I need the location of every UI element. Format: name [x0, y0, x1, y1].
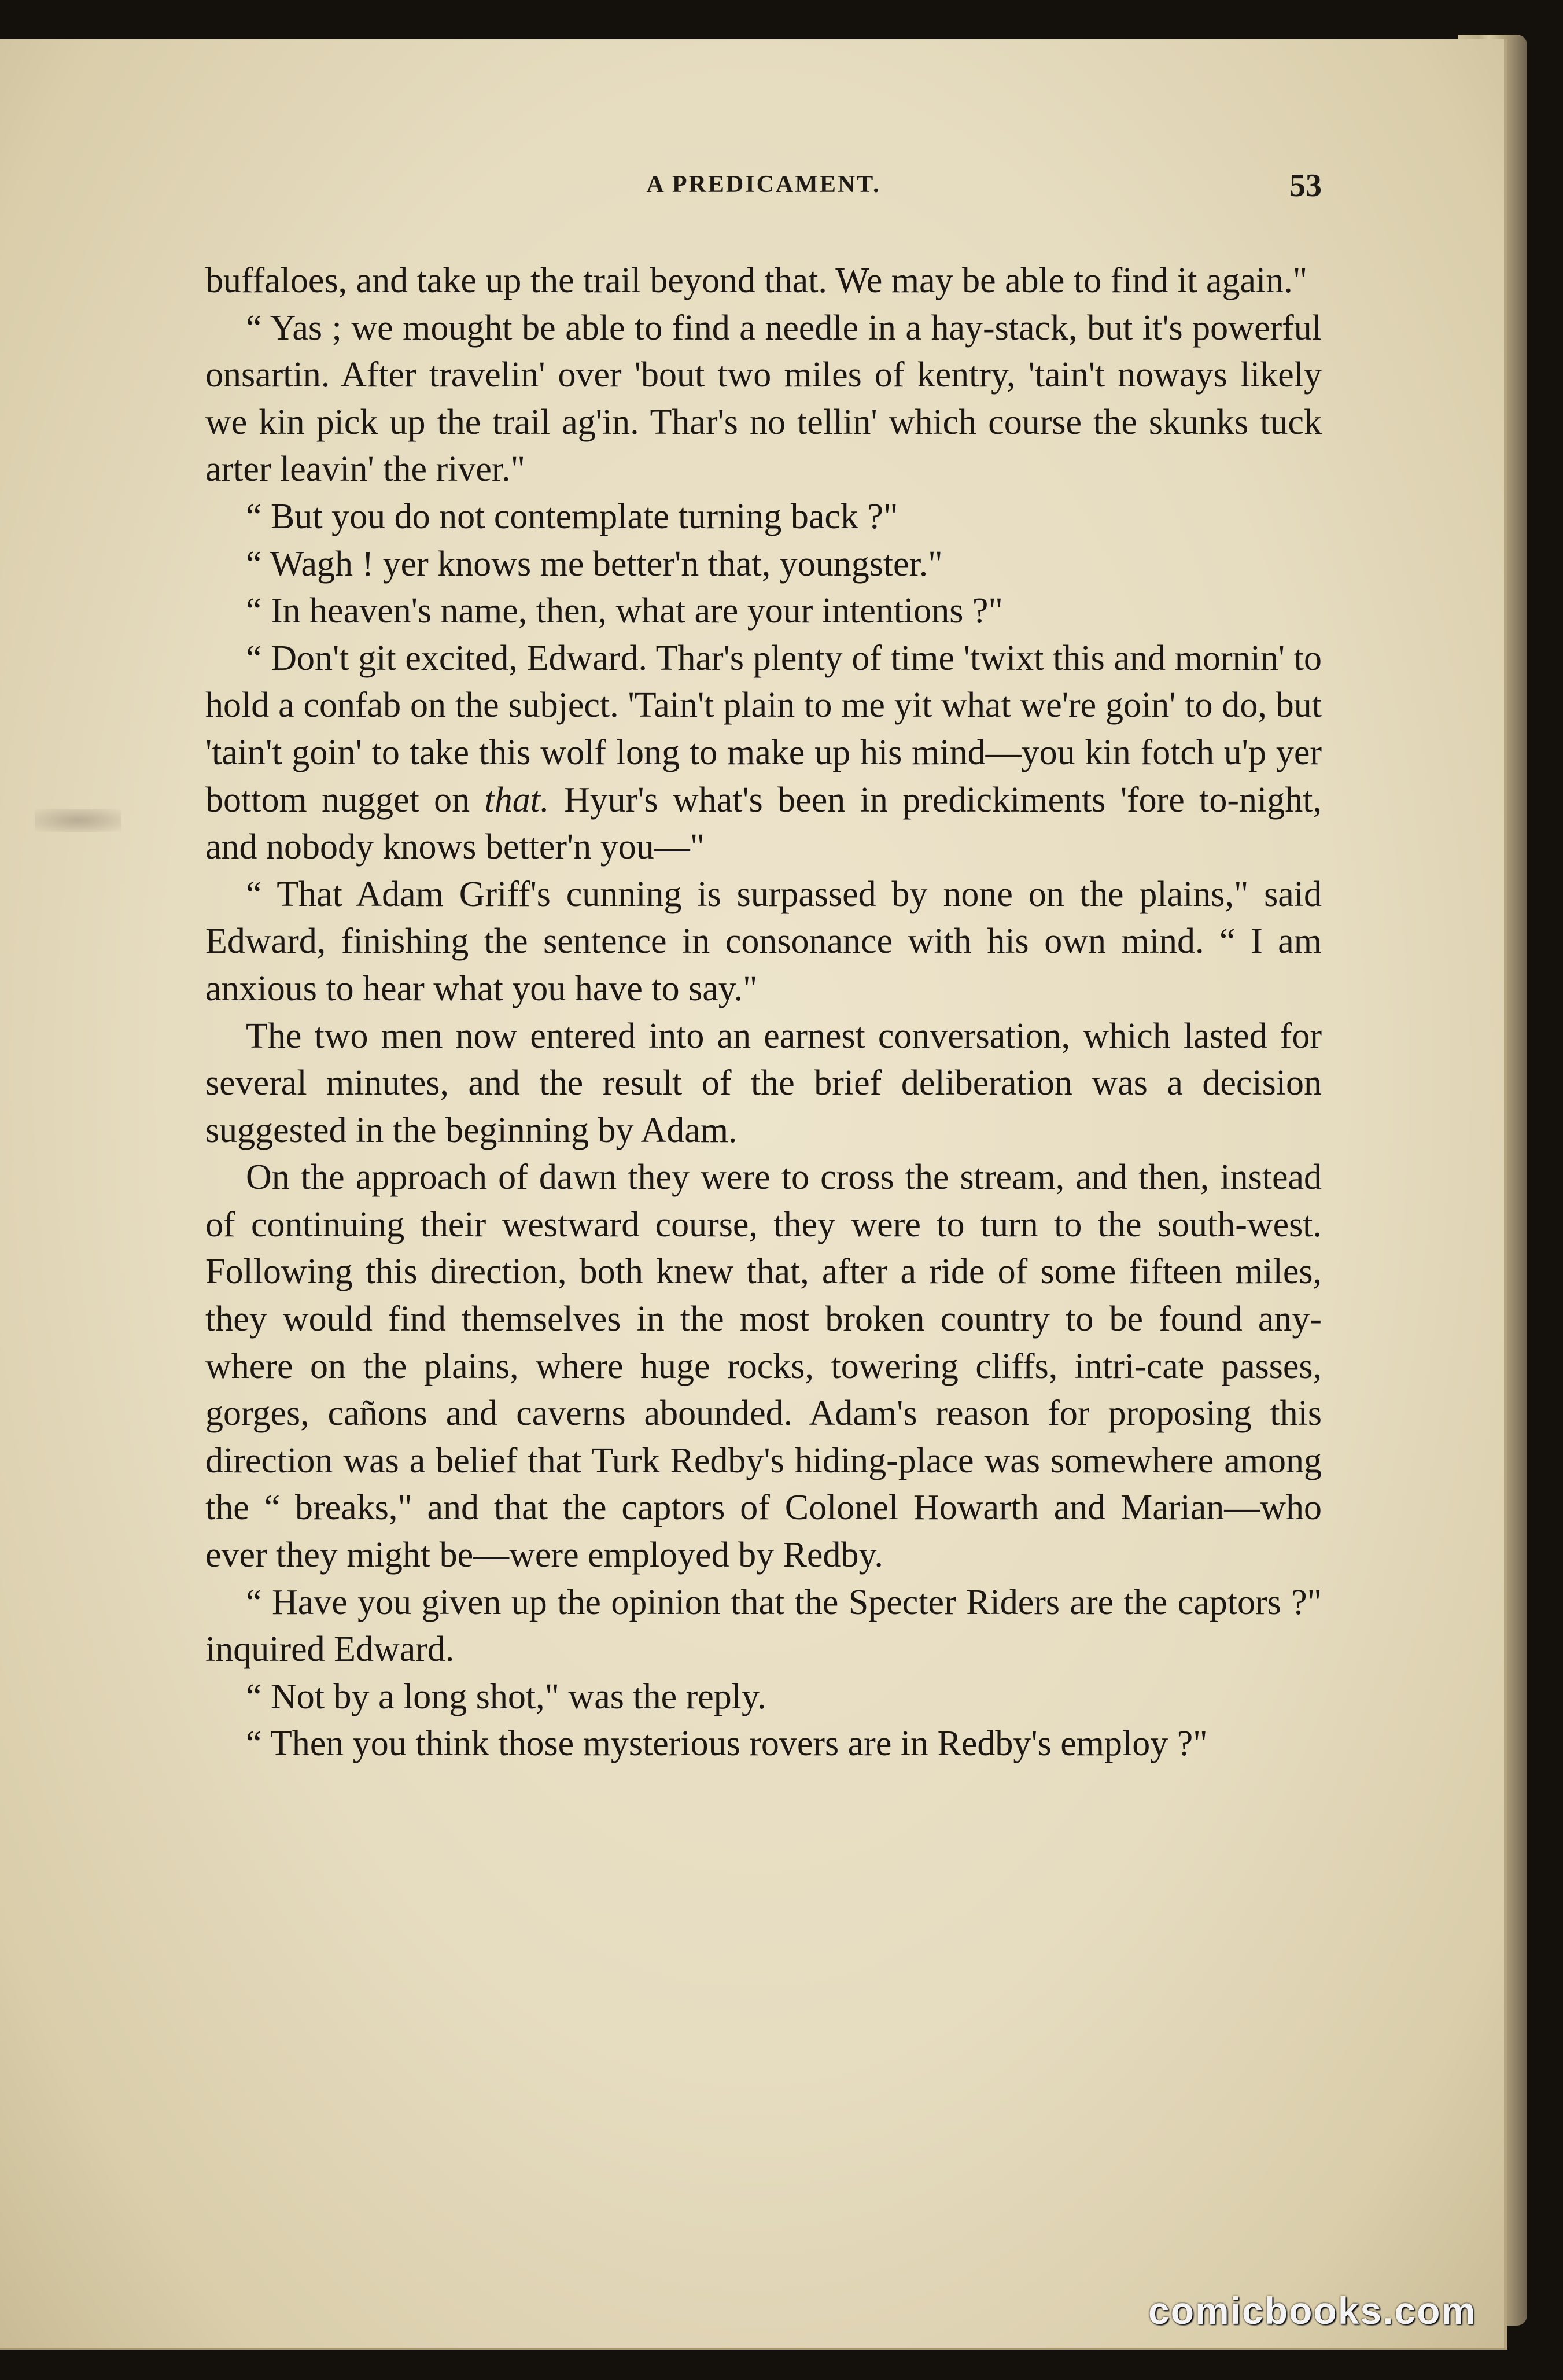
paragraph: “ Yas ; we mought be able to find a needle in a hay-stack, but it's powerful onsartin. After travelin' over 'bout two miles of kentry, 'tain't noways likely we kin pick up the trail ag'in. Thar's no tellin' which course the skunks tuck arter leavin' the river."	[205, 308, 1322, 489]
paragraph: “ Don't git excited, Edward. Thar's plenty of time 'twixt this and mornin' to hold a confab on the subject. 'Tain't plain to me yit what we're goin' to do, but 'tain't goin' to take this wolf long to make up his mind—you kin fotch u'p yer bottom nugget on that. Hyur's what's been in predickiments 'fore to-night, and nobody knows better'n you—"	[205, 638, 1322, 867]
running-head: A PREDICAMENT.	[646, 171, 881, 198]
paragraph: “ Not by a long shot," was the reply.	[246, 1677, 766, 1716]
paragraph: “ Wagh ! yer knows me better'n that, youngster."	[246, 544, 943, 584]
page-number: 53	[1289, 168, 1322, 204]
paragraph: On the approach of dawn they were to cross the stream, and then, instead of continuing their westward course, they were to turn to the south-west. Following this direction, both knew that, after a ride of some fifteen miles, they would find themselves in the most broken country to be found any-where on the plains, where huge rocks, towering cliffs, intri-cate passes, gorges, cañons and caverns abounded. Adam's reason for proposing this direction was a belief that Turk Redby's hiding-place was somewhere among the “ breaks," and that the captors of Colonel Howarth and Marian—who ever they might be—were employed by Redby.	[205, 1158, 1322, 1575]
body-text	[205, 257, 1322, 1768]
paragraph: “ But you do not contemplate turning back ?"	[246, 496, 898, 536]
paragraph: buffaloes, and take up the trail beyond that. We may be able to find it again."	[205, 261, 1308, 300]
paragraph: “ In heaven's name, then, what are your intentions ?"	[246, 591, 1003, 631]
paragraph: The two men now entered into an earnest conversation, which lasted for several minutes, and the result of the brief deliberation was a decision suggested in the beginning by Adam.	[205, 1016, 1322, 1150]
paper-scrap	[35, 809, 121, 832]
paragraph: “ Then you think those mysterious rovers are in Redby's employ ?"	[246, 1724, 1208, 1764]
page-header	[205, 168, 1322, 217]
paragraph: “ That Adam Griff's cunning is surpassed by none on the plains," said Edward, finishing the sentence in consonance with his own mind. “ I am anxious to hear what you have to say."	[205, 874, 1322, 1008]
paragraph: “ Have you given up the opinion that the Specter Riders are the captors ?" inquired Edward.	[205, 1582, 1322, 1670]
site-watermark: comicbooks.com	[1148, 2289, 1477, 2332]
